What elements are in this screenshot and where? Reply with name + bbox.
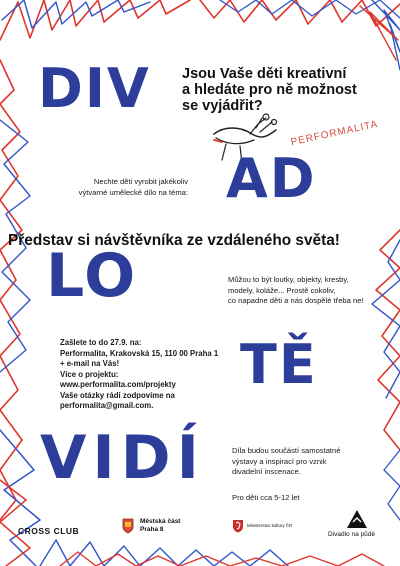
intro-line: výtvarné umělecké dílo na téma: <box>78 187 188 197</box>
prague-8-line1: Městská část <box>140 518 181 525</box>
contact-email[interactable]: performalita@gmail.com. <box>60 401 154 410</box>
czech-lion-icon <box>232 519 244 533</box>
project-link[interactable]: www.performalita.com/projekty <box>60 380 176 389</box>
ministry-label: Ministerstvo kultury ČR <box>247 523 293 528</box>
title-word-div: DIV <box>38 57 151 120</box>
send-info-line: Performalita, Krakovská 15, 110 00 Praha 1 <box>60 348 219 358</box>
prague-8-line2: Praha 8 <box>140 526 164 533</box>
title-word-vidi: VIDÍ <box>40 423 205 493</box>
cross-club-label: CROSS CLUB <box>18 526 80 536</box>
performalita-tag: PERFORMALITA <box>289 118 380 149</box>
title-word-ad: AD <box>226 147 317 210</box>
examples-line: modely, koláže... Prostě cokoliv, <box>228 285 336 295</box>
question-line: se vyjádřit? <box>182 98 263 114</box>
send-info-line: Zašlete to do 27.9. na: <box>60 338 142 347</box>
title-word-lo: LO <box>46 241 138 311</box>
send-info-block <box>60 338 218 412</box>
exhibition-line: výstavy a inspirací pro vznik <box>232 456 327 466</box>
send-info-line: Vaše otázky rádi zodpovíme na <box>60 390 175 400</box>
prague-8-emblem-icon <box>122 518 134 534</box>
send-info-line: + e-mail na Vás! <box>60 359 120 368</box>
exhibition-block <box>232 446 341 478</box>
exhibition-line: Díla budou součástí samostatné <box>232 446 341 455</box>
triangle-eye-icon <box>346 509 368 529</box>
intro-block <box>64 177 188 198</box>
divadlo-label: Divadlo na půdě <box>328 531 375 538</box>
question-line: a hledáte pro ně možnost <box>182 82 357 98</box>
send-info-line: Více o projektu: <box>60 369 119 379</box>
examples-block <box>228 275 364 307</box>
question-block <box>182 66 357 114</box>
intro-line: Nechte děti vyrobit jakékoliv <box>93 177 188 186</box>
question-line: Jsou Vaše děti kreativní <box>182 66 347 82</box>
examples-line: co napadne děti a nás dospělé třeba ne! <box>228 296 364 305</box>
cross-club-logo <box>18 521 79 539</box>
theme-headline: Představ si návštěvníka ze vzdáleného světa! <box>8 232 340 249</box>
examples-line: Můžou to být loutky, objekty, kresby, <box>228 275 349 284</box>
title-word-te: TĚ <box>240 333 318 396</box>
exhibition-line: divadelní inscenace. <box>232 467 301 476</box>
age-note: Pro děti cca 5-12 let <box>232 493 300 502</box>
